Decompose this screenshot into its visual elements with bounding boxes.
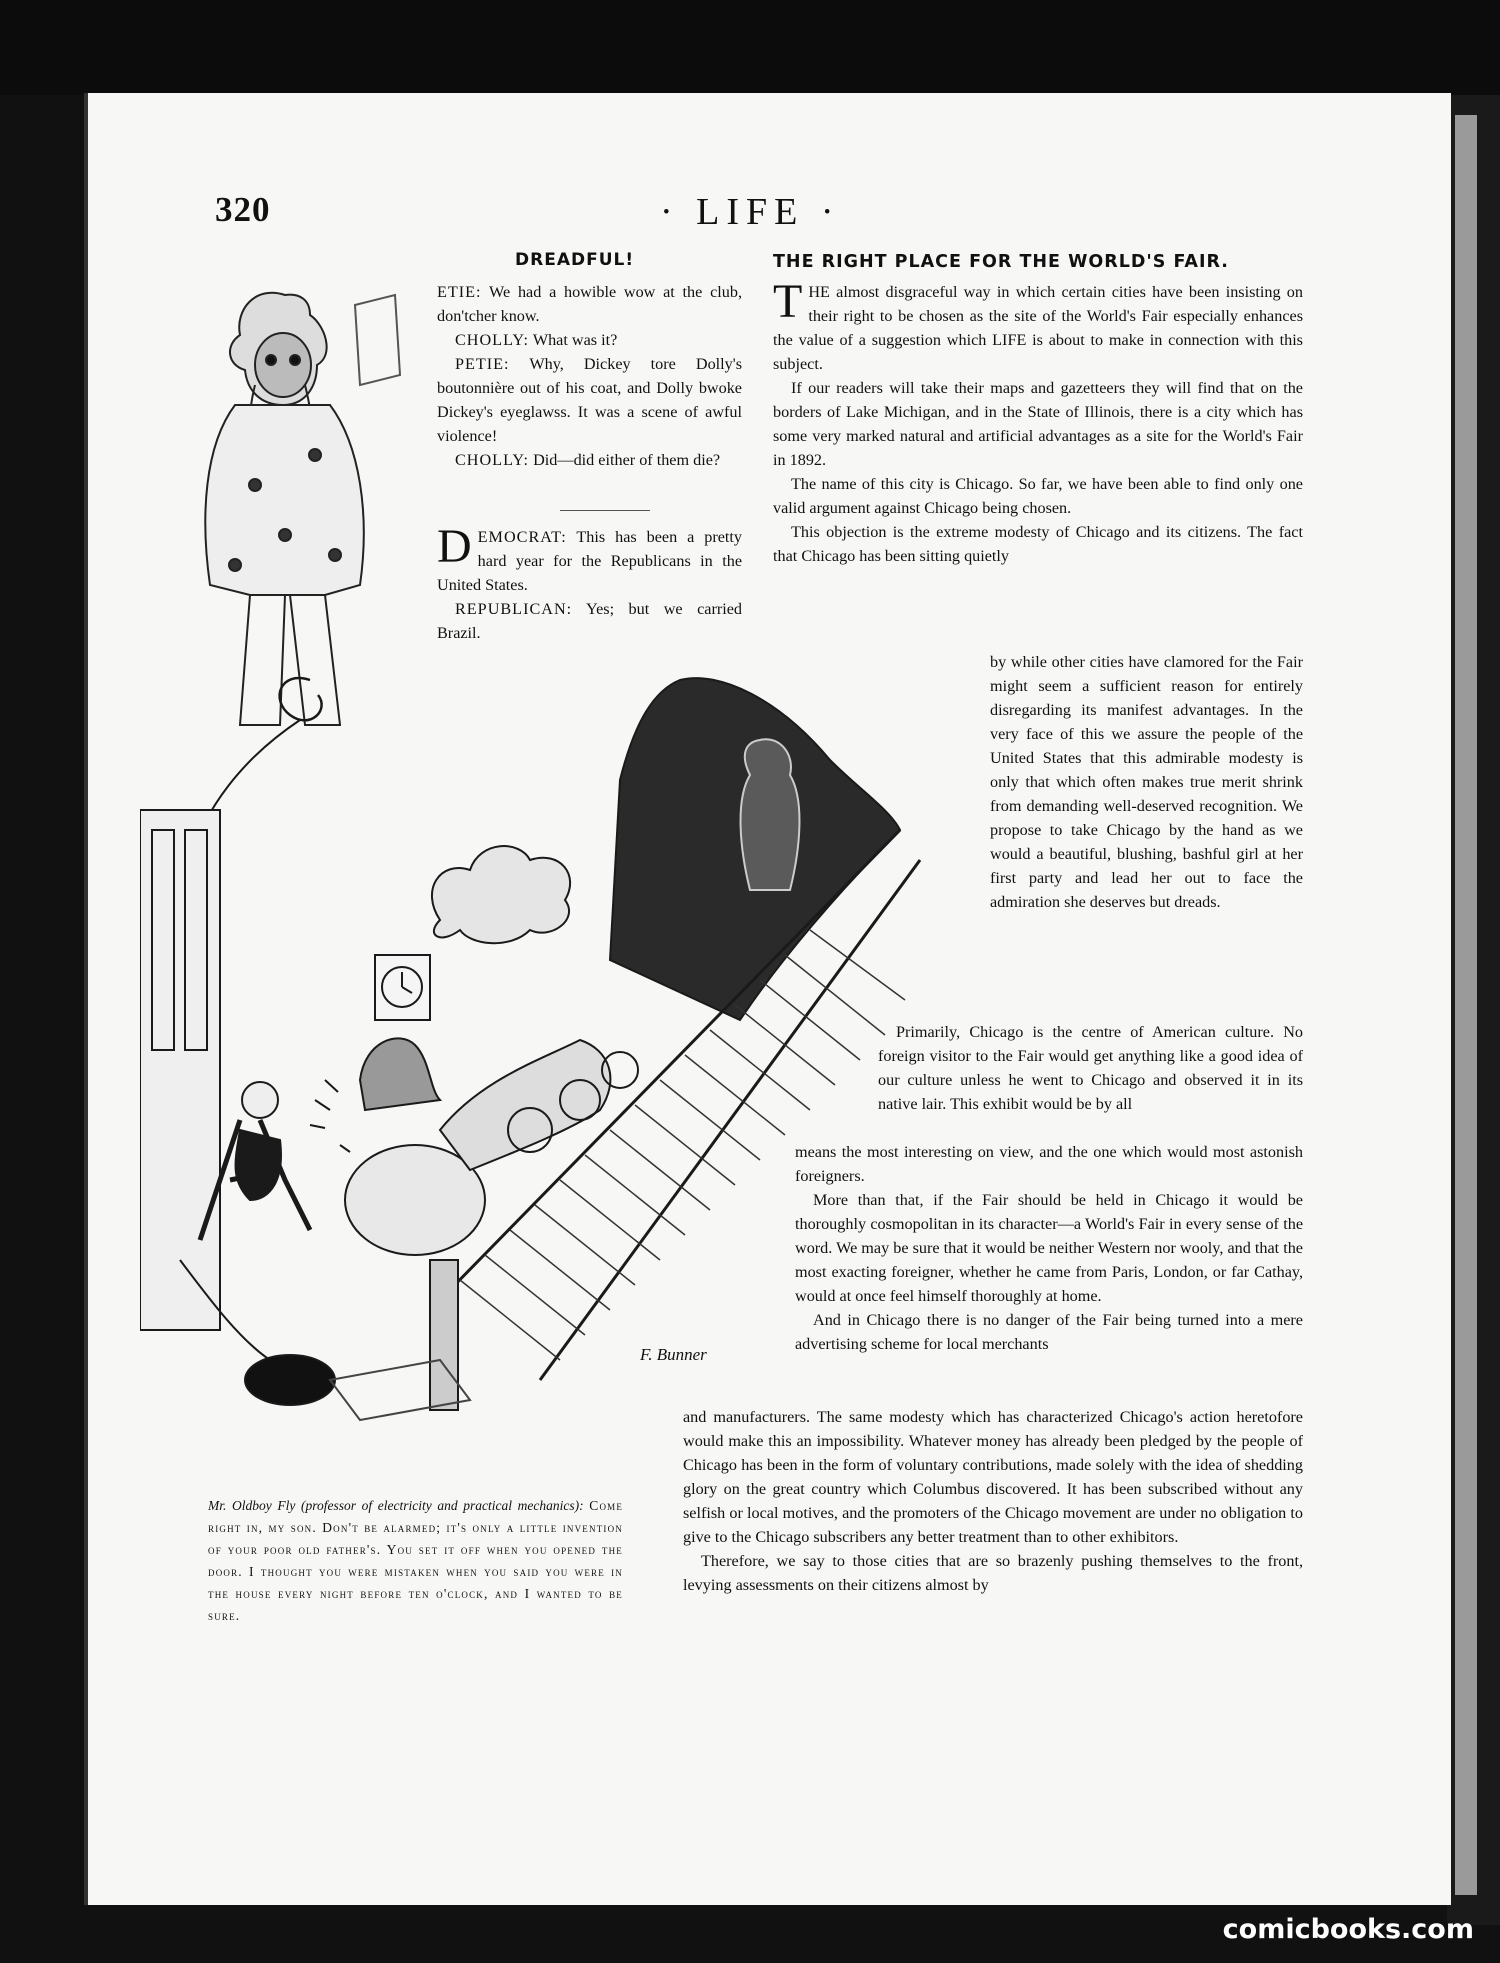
article-paragraph: This objection is the extreme modesty of Chicago and its citizens. The fact that Chicago has been sitting quietly — [773, 523, 1303, 565]
article-paragraph: Therefore, we say to those cities that are so brazenly pushing themselves to the front, levying assessments on their citizens almost by — [683, 1552, 1303, 1594]
article-paragraph: Primarily, Chicago is the centre of American culture. No foreign visitor to the Fair would get anything like a good idea of our culture unless he went to Chicago and observed it in its native lair. This exhibit would be by all — [878, 1023, 1303, 1113]
masthead-title: · LIFE · — [660, 191, 841, 233]
speaker: ETIE: — [437, 283, 482, 301]
dialogue-line — [437, 352, 742, 448]
caption-speaker: Mr. Oldboy Fly — [208, 1498, 296, 1513]
article-paragraph: means the most interesting on view, and the one which would most astonish foreigners. — [795, 1143, 1303, 1185]
dreadful-headline: DREADFUL! — [515, 250, 635, 270]
article-paragraph: and manufacturers. The same modesty which has characterized Chicago's action heretofore would make this an impossibility. Whatever money has already been pledged by the people of Chicago has been in the form of voluntary contributions, made solely with the idea of shedding glory on the great country which Columbus discovered. It has been subscribed without any selfish or local motives, and the promoters of the Chicago movement are under no obligation to give to the Chicago subscribers any better treatment than to other exhibitors. — [683, 1408, 1303, 1546]
dialogue-text: Did—did either of them die? — [533, 451, 721, 469]
page-number: 320 — [215, 190, 271, 229]
watermark: comicbooks.com — [1222, 1914, 1474, 1945]
article-paragraph: by while other cities have clamored for the Fair might seem a sufficient reason for entirely disregarding its manifest advantages. In the very face of this we assure the people of the United States that this admirable modesty is only that which often makes true merit shrink from demanding well-deserved recognition. We propose to take Chicago by the hand as we would a beautiful, blushing, bashful girl at her first party and lead her out to face the admiration she deserves but dreads. — [990, 653, 1303, 911]
artist-signature: F. Bunner — [640, 1345, 707, 1364]
scan-border — [0, 0, 1500, 95]
page-edge-strip — [1455, 115, 1477, 1895]
dialogue-line — [437, 328, 742, 352]
speaker: EMOCRAT: — [477, 528, 567, 546]
speaker: PETIE: — [455, 355, 510, 373]
joke-line — [437, 520, 742, 597]
speaker: REPUBLICAN: — [455, 600, 573, 618]
worlds-fair-article-top — [773, 275, 1303, 568]
staircase-illustration — [140, 660, 970, 1480]
caption-role: (professor of electricity and practical mechanics): — [301, 1498, 584, 1513]
joke-text: This has been a pretty hard year for the Republicans in the United States. — [437, 528, 742, 594]
democrat-joke — [437, 520, 742, 645]
dialogue-text: Why, Dickey tore Dolly's boutonnière out of his coat, and Dolly bwoke Dickey's eyeglawss. It was a scene of awful violence! — [437, 355, 742, 445]
article-paragraph — [773, 275, 1303, 376]
dialogue-text: We had a howible wow at the club, don'tcher know. — [437, 283, 742, 325]
worlds-fair-headline: THE RIGHT PLACE FOR THE WORLD'S FAIR. — [773, 252, 1229, 272]
joke-text: Yes; but we carried Brazil. — [437, 600, 742, 642]
scan-edge — [1447, 95, 1500, 1925]
caption-text: Come right in, my son. Don't be alarmed; it's only a little invention of your poor old father's. You set it off when you opened the door. I thought you were mistaken when you said you were in the house every night before ten o'clock, and I wanted to be sure. — [208, 1498, 624, 1623]
paragraph-text: HE almost disgraceful way in which certain cities have been insisting on their right to be chosen as the site of the World's Fair especially enhances the value of a suggestion which LIFE is about to make in connection with this subject. — [773, 283, 1303, 373]
dialogue-text: What was it? — [532, 331, 618, 349]
dreadful-article — [437, 280, 742, 472]
drop-cap: T — [773, 275, 803, 328]
divider-rule — [560, 510, 650, 511]
article-paragraph: And in Chicago there is no danger of the Fair being turned into a mere advertising scheme for local merchants — [795, 1311, 1303, 1353]
article-paragraph: More than that, if the Fair should be held in Chicago it would be thoroughly cosmopolitan in its character—a World's Fair in every sense of the word. We may be sure that it would be neither Western nor wooly, and that the most exacting foreigner, whether he came from Paris, London, or far Cathay, would at once feel himself thoroughly at home. — [795, 1191, 1303, 1305]
illustration-caption — [208, 1495, 623, 1627]
dialogue-line — [437, 280, 742, 328]
article-paragraph: If our readers will take their maps and gazetteers they will find that on the borders of Lake Michigan, and in the State of Illinois, there is a city which has some very marked natural and artificial advantages as a site for the World's Fair in 1892. — [773, 379, 1303, 469]
speaker: CHOLLY: — [455, 451, 530, 469]
worlds-fair-article-narrow — [990, 650, 1303, 914]
article-paragraph: The name of this city is Chicago. So far, we have been able to find only one valid argument against Chicago being chosen. — [773, 475, 1303, 517]
dialogue-line — [437, 448, 742, 472]
joke-reply — [437, 597, 742, 645]
drop-cap: D — [437, 520, 472, 573]
speaker: CHOLLY: — [455, 331, 530, 349]
